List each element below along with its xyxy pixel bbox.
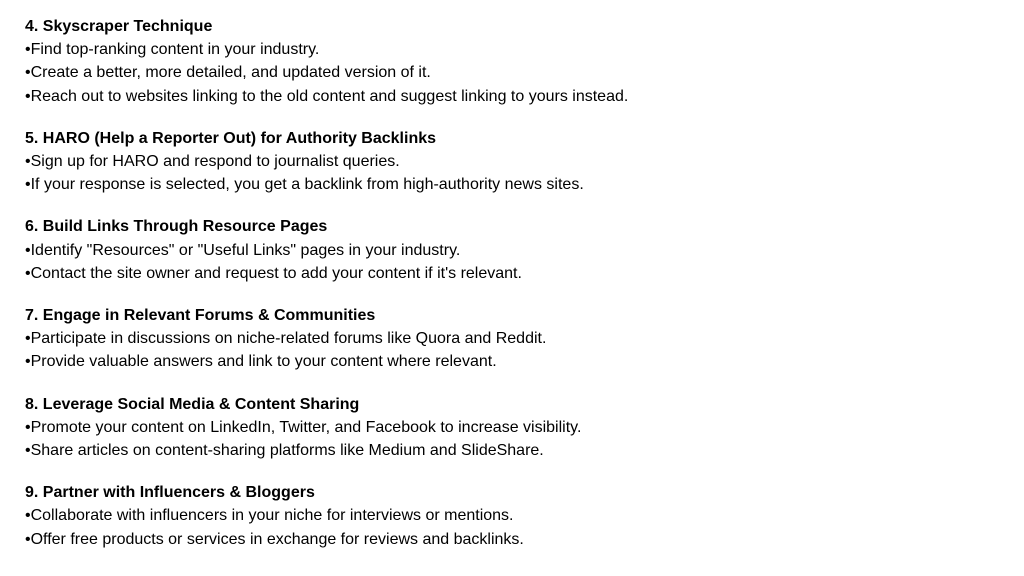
section-social-media	[25, 393, 1005, 463]
bullet-item: •Contact the site owner and request to add your content if it's relevant.	[25, 264, 522, 282]
section-skyscraper	[25, 15, 1005, 108]
bullet-item: •If your response is selected, you get a backlink from high-authority news sites.	[25, 176, 584, 194]
bullet-item: •Reach out to websites linking to the old content and suggest linking to yours instead.	[25, 87, 629, 105]
section-heading: 6. Build Links Through Resource Pages	[25, 218, 328, 236]
section-heading: 7. Engage in Relevant Forums & Communities	[25, 307, 376, 325]
bullet-item: •Create a better, more detailed, and updated version of it.	[25, 64, 431, 82]
section-heading: 8. Leverage Social Media & Content Sharing	[25, 395, 360, 413]
bullet-item: •Find top-ranking content in your industry.	[25, 41, 320, 59]
section-resource-pages	[25, 215, 1005, 285]
bullet-item: •Offer free products or services in exchange for reviews and backlinks.	[25, 530, 524, 548]
section-influencers	[25, 481, 1005, 551]
slide-content	[25, 15, 1005, 570]
section-forums	[25, 304, 1005, 374]
bullet-item: •Sign up for HARO and respond to journalist queries.	[25, 153, 400, 171]
bullet-item: •Identify "Resources" or "Useful Links" pages in your industry.	[25, 241, 461, 259]
bullet-item: •Promote your content on LinkedIn, Twitter, and Facebook to increase visibility.	[25, 418, 582, 436]
bullet-item: •Participate in discussions on niche-related forums like Quora and Reddit.	[25, 330, 547, 348]
section-heading: 5. HARO (Help a Reporter Out) for Authority Backlinks	[25, 129, 437, 147]
bullet-item: •Share articles on content-sharing platforms like Medium and SlideShare.	[25, 442, 544, 460]
section-heading: 9. Partner with Influencers & Bloggers	[25, 484, 315, 502]
bullet-item: •Collaborate with influencers in your niche for interviews or mentions.	[25, 507, 514, 525]
bullet-item: •Provide valuable answers and link to your content where relevant.	[25, 353, 497, 371]
section-haro	[25, 127, 1005, 197]
section-heading: 4. Skyscraper Technique	[25, 18, 213, 35]
